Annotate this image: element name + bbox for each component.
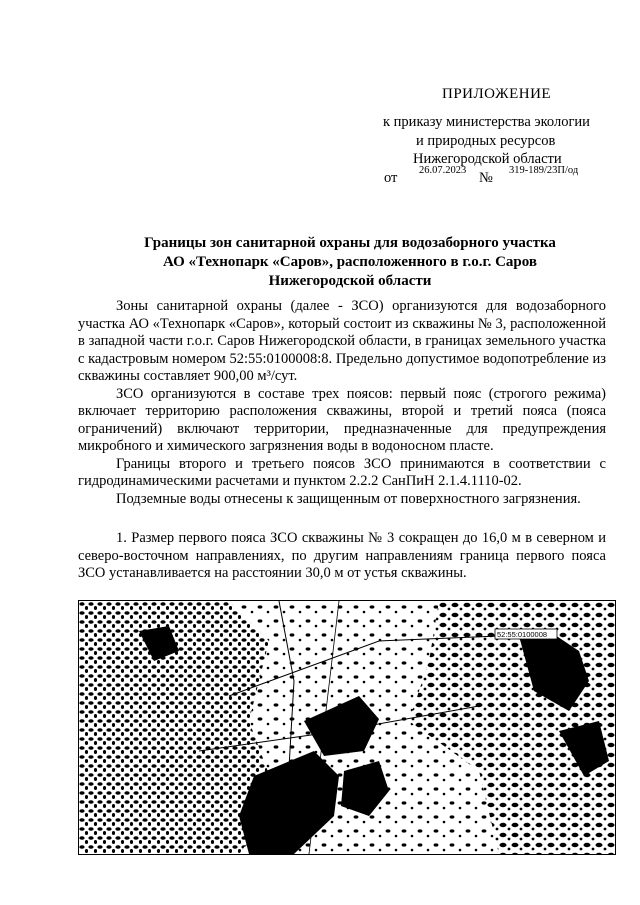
cadastral-label: 52:55:0100008 — [497, 630, 548, 639]
paragraph-item-1: 1. Размер первого пояса ЗСО скважины № 3 сокращен до 16,0 м в северном и северо-восточном направлениях, по другим направлениям граница первого пояса ЗСО устанавливается на расстоянии 30,0 м от устья скважины. — [78, 530, 606, 581]
paragraph-zones: ЗСО организуются в составе трех поясов: первый пояс (строгого режима) включает территорию расположения скважины, второй и третий пояса (пояса ограничений) включают территории, предназначенные для предупреждения микробного и химического загрязнения воды в водоносном пласте. — [78, 385, 606, 454]
order-line-2: и природных ресурсов — [416, 133, 556, 149]
order-line-1: к приказу министерства экологии — [383, 114, 590, 130]
order-date: 26.07.2023 — [419, 165, 467, 176]
site-map-image — [78, 600, 616, 855]
number-label: № — [479, 170, 493, 186]
heading-line-1: Границы зон санитарной охраны для водозаборного участка — [144, 235, 556, 251]
body-text — [78, 298, 606, 508]
paragraph-boundaries: Границы второго и третьего поясов ЗСО принимаются в соответствии с гидродинамическими расчетами и пунктом 2.2.2 СанПиН 2.1.4.1110-02. — [78, 455, 606, 489]
numbered-item — [78, 530, 606, 583]
heading-line-3: Нижегородской области — [268, 273, 432, 289]
heading-line-2: АО «Технопарк «Саров», расположенного в г.о.г. Саров — [162, 254, 537, 270]
order-line-3: Нижегородской области — [413, 151, 562, 167]
paragraph-groundwater: Подземные воды отнесены к защищенным от поверхностного загрязнения. — [116, 490, 581, 507]
order-number: 319-189/23П/од — [509, 165, 579, 176]
date-label: от — [384, 170, 398, 186]
document-heading — [80, 234, 620, 291]
paragraph-intro: Зоны санитарной охраны (далее - ЗСО) организуются для водозаборного участка АО «Технопарк «Саров», который состоит из скважины № 3, расположенной в западной части г.о.г. Саров Нижегородской области, в границах земельного участка с кадастровым номером 52:55:0100008:8. Предельно допустимое водопотребление из скважины составляет 900,00 м³/сут. — [78, 298, 606, 384]
site-map-drawing — [79, 601, 615, 854]
appendix-title: ПРИЛОЖЕНИЕ — [442, 86, 552, 102]
